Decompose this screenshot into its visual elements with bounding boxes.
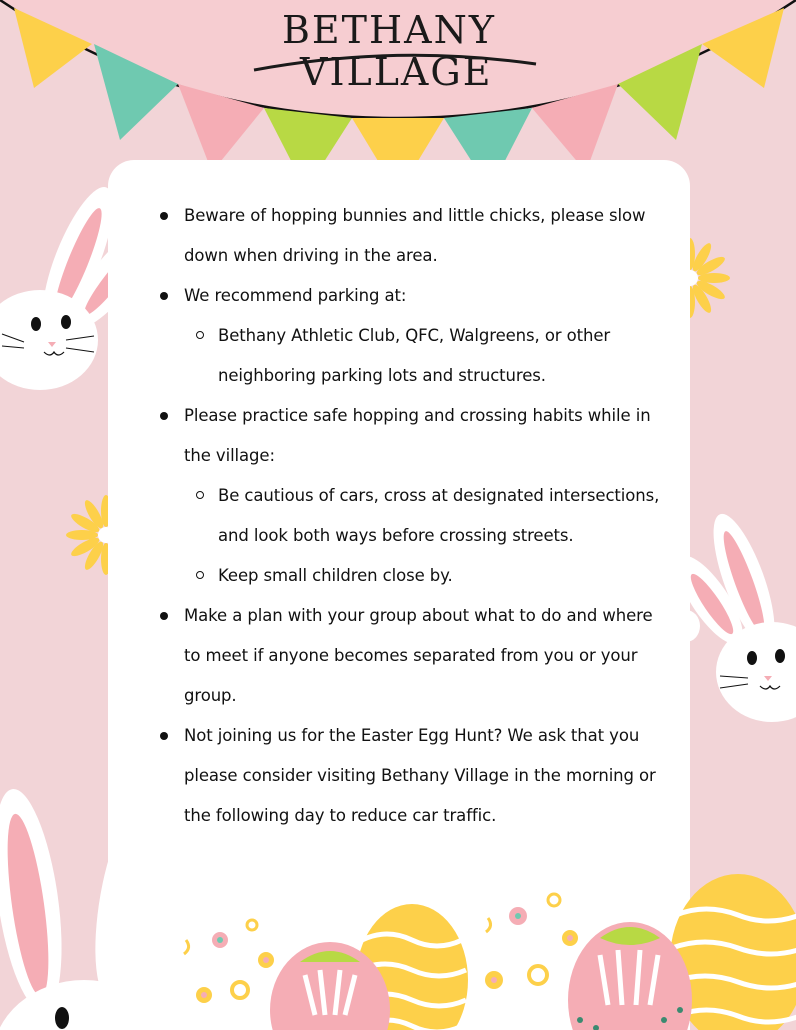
logo-line-2: VILLAGE [300,50,493,94]
list-item-text: Make a plan with your group about what to do and where to meet if anyone becomes separated from you or your group. [184,606,653,705]
list-item [108,716,690,836]
logo-line-1: BETHANY [282,8,496,52]
list-item-text: Keep small children close by. [218,566,453,585]
sub-list-item [108,316,690,396]
sub-list-item [108,476,690,556]
list-item-text: Please practice safe hopping and crossing habits while in the village: [184,406,651,465]
list-item [108,276,690,316]
list-item [108,596,690,716]
sub-list-item [108,556,690,596]
list-item [108,196,690,276]
list-item-text: Not joining us for the Easter Egg Hunt? We ask that you please consider visiting Bethany Village in the morning or the following day to reduce car traffic. [184,726,656,825]
tips-list [108,196,690,836]
list-item [108,396,690,476]
list-item-text: We recommend parking at: [184,286,407,305]
list-item-text: Be cautious of cars, cross at designated intersections, and look both ways before crossing streets. [218,486,660,545]
list-item-text: Bethany Athletic Club, QFC, Walgreens, or other neighboring parking lots and structures. [218,326,611,385]
list-item-text: Beware of hopping bunnies and little chicks, please slow down when driving in the area. [184,206,646,265]
